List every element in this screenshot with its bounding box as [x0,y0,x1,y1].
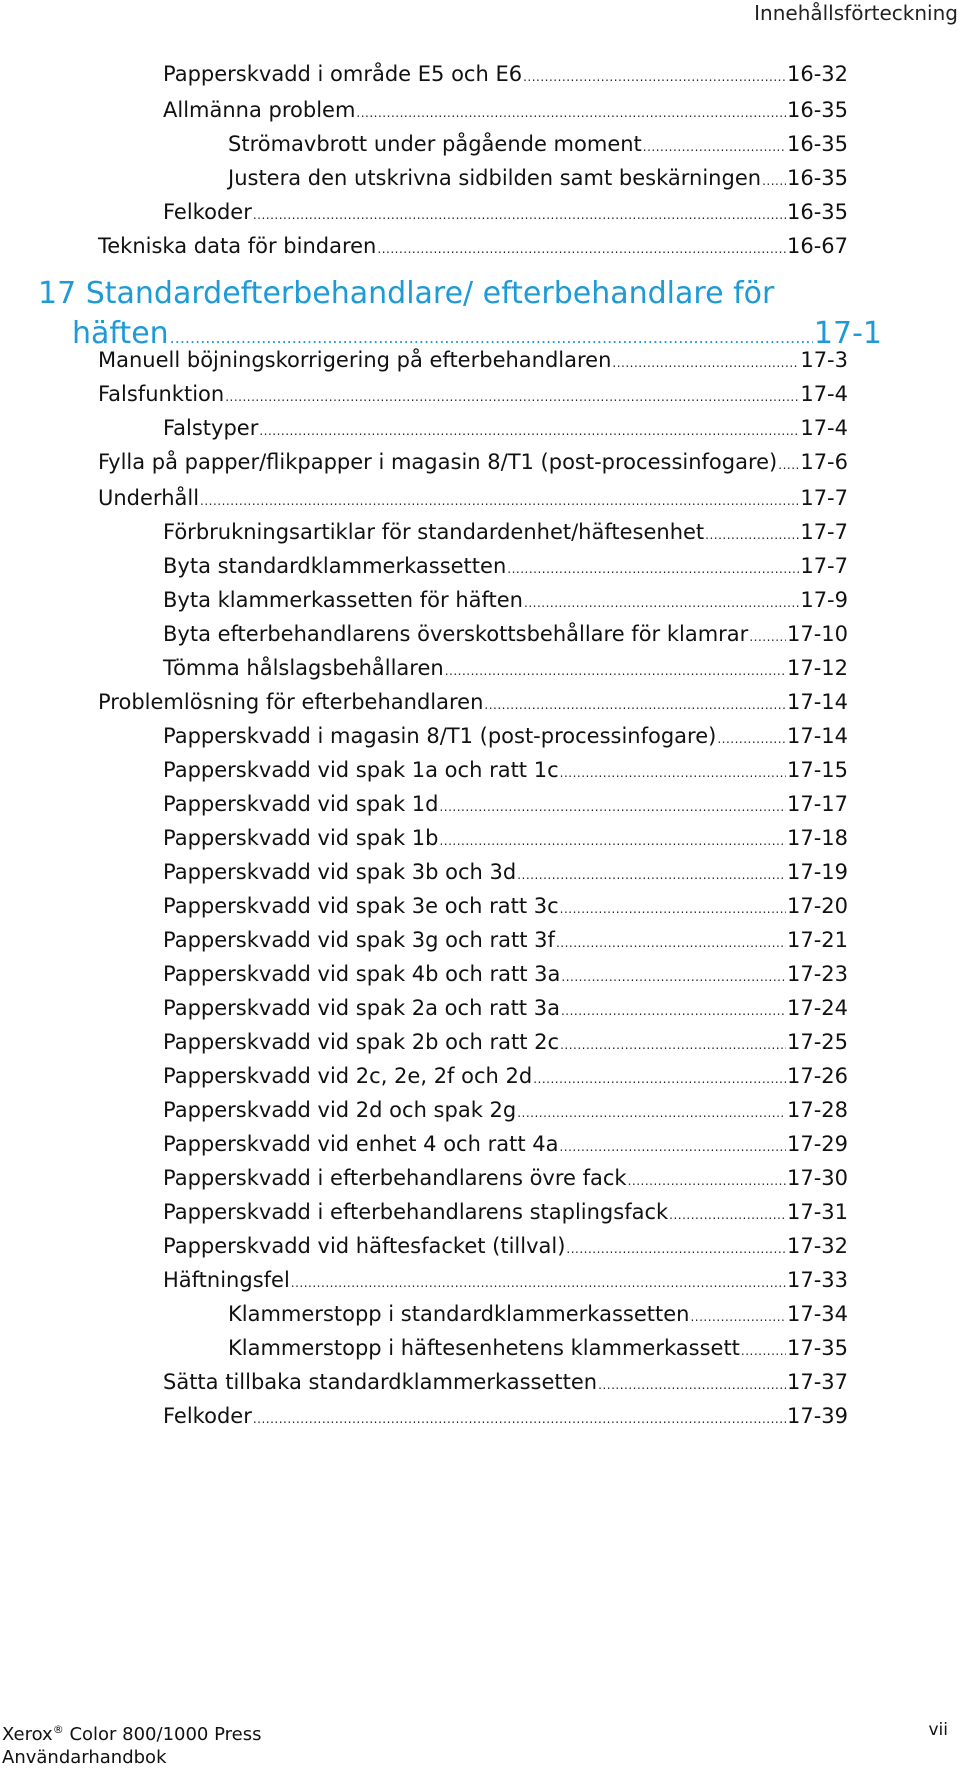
toc-entry[interactable] [98,484,848,515]
toc-leader-dots [377,235,786,263]
toc-entry-title: Papperskvadd i område E5 och E6 [163,62,523,86]
toc-leader-dots [669,1201,786,1229]
chapter-heading[interactable] [38,276,958,356]
toc-entry-title: Papperskvadd vid spak 3g och ratt 3f [163,928,555,952]
toc-leader-dots [517,1099,786,1127]
footer-manual: Användarhandbok [2,1747,167,1768]
toc-entry-title: Problemlösning för efterbehandlaren [98,690,484,714]
toc-entry[interactable] [163,414,848,445]
toc-entry-title: Papperskvadd vid spak 1d [163,792,439,816]
toc-entry[interactable] [163,60,848,91]
toc-entry-page: 17-14 [786,690,848,714]
toc-leader-dots [439,827,785,855]
toc-entry-title: Byta efterbehandlarens överskottsbehållare för klamrar [163,622,749,646]
toc-entry-page: 17-17 [786,792,848,816]
toc-entry-page: 17-34 [786,1302,848,1326]
toc-entry-title: Papperskvadd vid spak 1b [163,826,439,850]
toc-entry-title: Papperskvadd vid häftesfacket (tillval) [163,1234,566,1258]
toc-entry[interactable] [163,1164,848,1195]
toc-leader-dots [517,861,786,889]
toc-entry[interactable] [228,130,848,161]
toc-entry-title: Byta klammerkassetten för häften [163,588,523,612]
toc-entry-page: 16-67 [786,234,848,258]
toc-entry[interactable] [98,448,848,479]
toc-leader-dots [566,1235,786,1263]
toc-entry[interactable] [163,1062,848,1093]
toc-entry-title: Papperskvadd vid spak 4b och ratt 3a [163,962,561,986]
toc-entry-title: Falstyper [163,416,259,440]
toc-leader-dots [612,349,799,377]
toc-entry[interactable] [163,994,848,1025]
toc-entry-title: Fylla på papper/flikpapper i magasin 8/T1 (post-processinfogare) [98,450,778,474]
toc-leader-dots [705,521,799,549]
toc-entry-title: Papperskvadd vid 2d och spak 2g [163,1098,517,1122]
toc-leader-dots [253,1405,786,1433]
toc-entry-page: 17-29 [786,1132,848,1156]
toc-entry-page: 16-32 [786,62,848,86]
toc-entry-page: 17-14 [786,724,848,748]
toc-entry-page: 17-7 [800,554,848,578]
toc-entry-title: Felkoder [163,200,252,224]
toc-entry-page: 17-15 [786,758,848,782]
toc-entry[interactable] [163,892,848,923]
toc-entry-page: 17-24 [786,996,848,1020]
toc-entry-title: Häftningsfel [163,1268,290,1292]
toc-entry-page: 17-4 [800,416,848,440]
footer-product: Color 800/1000 Press [63,1724,262,1745]
toc-leader-dots [741,1337,786,1365]
toc-entry-title: Klammerstopp i häftesenhetens klammerkassett [228,1336,740,1360]
toc-leader-dots [439,793,785,821]
toc-leader-dots [556,929,786,957]
toc-entry-page: 17-20 [786,894,848,918]
toc-entry-title: Falsfunktion [98,382,225,406]
toc-entry-page: 17-39 [786,1404,848,1428]
toc-entry-page: 17-4 [800,382,848,406]
toc-entry-page: 17-21 [786,928,848,952]
toc-leader-dots [690,1303,786,1331]
footer [2,1718,261,1769]
toc-entry-page: 17-7 [800,486,848,510]
toc-entry[interactable] [163,1232,848,1263]
toc-leader-dots [200,487,799,515]
toc-leader-dots [560,895,786,923]
toc-entry-page: 17-7 [800,520,848,544]
toc-entry-title: Förbrukningsartiklar för standardenhet/häftesenhet [163,520,705,544]
toc-leader-dots [484,691,786,719]
toc-entry-title: Papperskvadd vid spak 2a och ratt 3a [163,996,560,1020]
toc-entry-title: Allmänna problem [163,98,356,122]
toc-entry-title: Papperskvadd vid spak 1a och ratt 1c [163,758,559,782]
toc-entry[interactable] [98,232,848,263]
toc-entry-page: 16-35 [786,166,848,190]
toc-entry-page: 16-35 [786,200,848,224]
toc-leader-dots [533,1065,786,1093]
toc-entry-page: 17-32 [786,1234,848,1258]
page-number: vii [928,1720,948,1740]
chapter-title-line1: 17 Standardefterbehandlare/ efterbehandlare för [38,276,775,311]
toc-leader-dots [523,63,786,91]
toc-leader-dots [762,167,786,195]
toc-entry[interactable] [163,1266,848,1297]
toc-leader-dots [507,555,799,583]
toc-leader-dots [561,963,786,991]
toc-entry[interactable] [163,586,848,617]
toc-entry-title: Papperskvadd vid 2c, 2e, 2f och 2d [163,1064,533,1088]
toc-leader-dots [559,1133,786,1161]
toc-entry-page: 16-35 [786,98,848,122]
chapter-page: 17-1 [813,316,882,351]
toc-leader-dots [643,133,786,161]
toc-entry[interactable] [163,1096,848,1127]
toc-entry-page: 17-12 [786,656,848,680]
toc-entry-title: Felkoder [163,1404,252,1428]
toc-entry[interactable] [163,654,848,685]
toc-entry-title: Tekniska data för bindaren [98,234,377,258]
toc-entry-page: 17-10 [786,622,848,646]
toc-leader-dots [560,1031,786,1059]
toc-entry-title: Strömavbrott under pågående moment [228,132,642,156]
toc-entry[interactable] [163,824,848,855]
toc-entry[interactable] [163,1402,848,1433]
toc-entry[interactable] [163,790,848,821]
toc-entry-title: Papperskvadd i magasin 8/T1 (post-processinfogare) [163,724,717,748]
toc-entry[interactable] [98,346,848,377]
toc-entry-title: Klammerstopp i standardklammerkassetten [228,1302,690,1326]
toc-entry-page: 17-3 [800,348,848,372]
toc-entry[interactable] [163,552,848,583]
toc-entry[interactable] [228,164,848,195]
toc-entry[interactable] [163,858,848,889]
toc-leader-dots [291,1269,786,1297]
toc-entry-page: 17-23 [786,962,848,986]
toc-entry-page: 17-25 [786,1030,848,1054]
toc-entry[interactable] [163,1198,848,1229]
toc-entry[interactable] [163,926,848,957]
running-header: Innehållsförteckning [754,1,958,25]
toc-entry[interactable] [228,1300,848,1331]
toc-leader-dots [628,1167,786,1195]
toc-leader-dots [778,451,799,479]
toc-leader-dots [560,759,786,787]
toc-entry-title: Papperskvadd vid spak 2b och ratt 2c [163,1030,560,1054]
toc-entry-page: 17-28 [786,1098,848,1122]
toc-leader-dots [598,1371,786,1399]
chapter-title-line2: häften [72,316,169,351]
toc-entry-page: 17-33 [786,1268,848,1292]
toc-leader-dots [561,997,786,1025]
toc-entry-page: 17-30 [786,1166,848,1190]
toc-entry-page: 17-37 [786,1370,848,1394]
toc-entry[interactable] [98,380,848,411]
toc-entry-title: Papperskvadd i efterbehandlarens övre fack [163,1166,627,1190]
toc-entry[interactable] [163,1130,848,1161]
toc-entry-title: Manuell böjningskorrigering på efterbehandlaren [98,348,612,372]
toc-entry[interactable] [163,96,848,127]
footer-product-line [2,1718,261,1746]
toc-leader-dots [225,383,799,411]
toc-entry-title: Byta standardklammerkassetten [163,554,507,578]
toc-leader-dots [259,417,799,445]
toc-leader-dots [445,657,786,685]
toc-entry-title: Sätta tillbaka standardklammerkassetten [163,1370,598,1394]
trademark-symbol: ® [52,1723,64,1736]
toc-entry-page: 17-31 [786,1200,848,1224]
toc-entry-page: 17-18 [786,826,848,850]
toc-entry[interactable] [163,198,848,229]
toc-leader-dots [356,99,786,127]
toc-leader-dots [717,725,786,753]
toc-entry[interactable] [163,620,848,651]
toc-entry-title: Papperskvadd vid enhet 4 och ratt 4a [163,1132,559,1156]
toc-entry-page: 17-19 [786,860,848,884]
toc-entry[interactable] [228,1334,848,1365]
toc-entry-title: Justera den utskrivna sidbilden samt beskärningen [228,166,762,190]
toc-entry[interactable] [163,518,848,549]
toc-entry-title: Papperskvadd i efterbehandlarens staplingsfack [163,1200,669,1224]
toc-entry-title: Papperskvadd vid spak 3e och ratt 3c [163,894,559,918]
toc-entry-title: Papperskvadd vid spak 3b och 3d [163,860,517,884]
toc-entry-page: 17-6 [800,450,848,474]
toc-entry-page: 17-35 [786,1336,848,1360]
toc-entry-title: Underhåll [98,486,200,510]
toc-entry-page: 17-9 [800,588,848,612]
toc-entry[interactable] [163,1368,848,1399]
toc-leader-dots [253,201,786,229]
toc-entry[interactable] [163,756,848,787]
toc-entry[interactable] [163,960,848,991]
toc-entry-title: Tömma hålslagsbehållaren [163,656,444,680]
toc-entry[interactable] [98,688,848,719]
toc-leader-dots [749,623,786,651]
footer-brand: Xerox [2,1724,53,1745]
toc-leader-dots [524,589,799,617]
toc-entry[interactable] [163,1028,848,1059]
toc-entry-page: 16-35 [786,132,848,156]
toc-entry-page: 17-26 [786,1064,848,1088]
toc-entry[interactable] [163,722,848,753]
